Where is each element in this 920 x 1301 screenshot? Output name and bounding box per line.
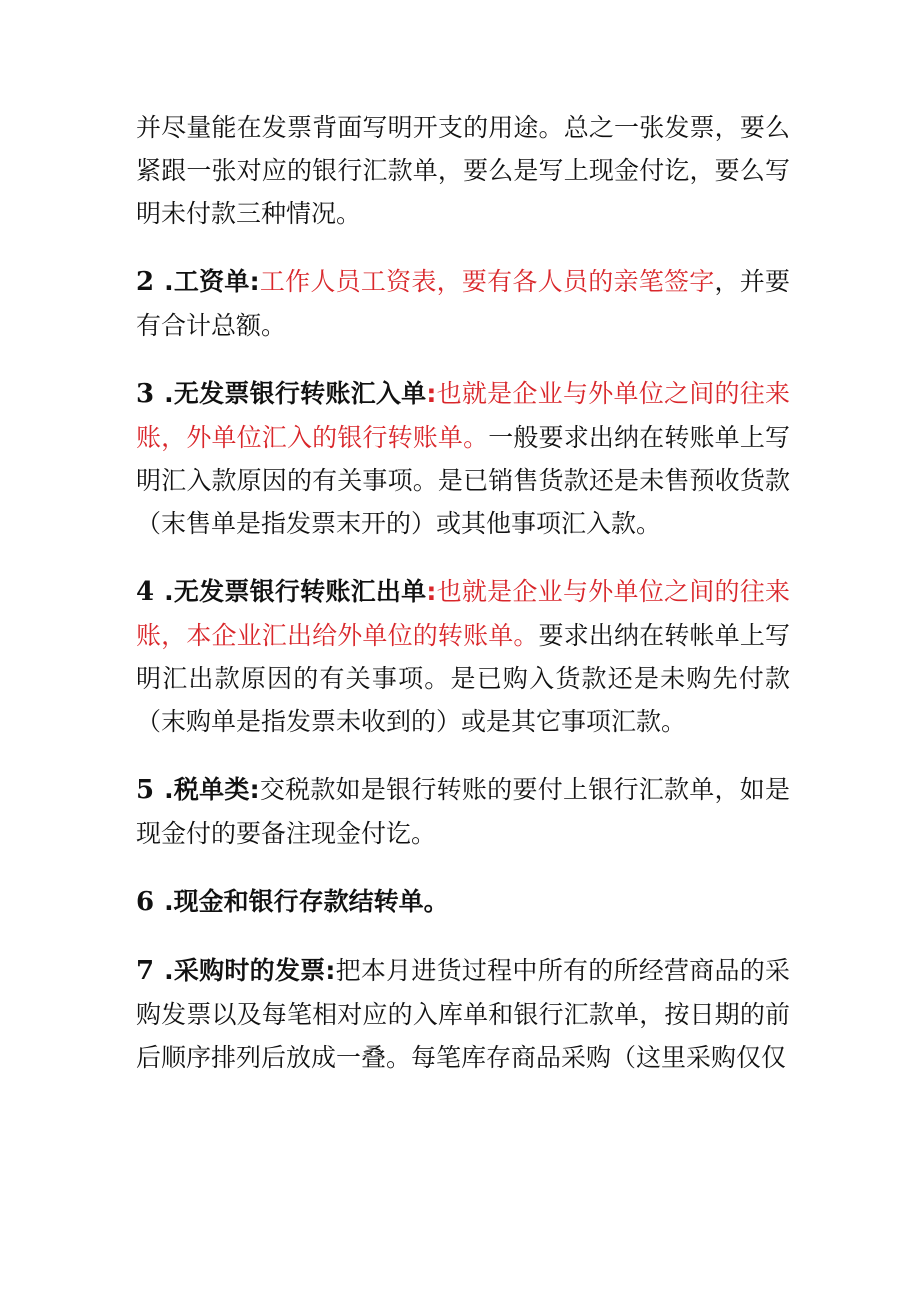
document-body	[136, 106, 790, 1104]
item-body-text: 要求出纳在转帐单上写明汇出款原因的有关事项。是已购入货款还是未购先付款（末购单是指发票未收到的）或是其它事项汇款。	[136, 621, 790, 736]
item-body-text: 一般要求出纳在转账单上写明汇入款原因的有关事项。是已销售货款还是未售预收货款（末售单是指发票末开的）或其他事项汇入款。	[136, 423, 790, 538]
intro-paragraph	[136, 106, 790, 235]
item-number: 6	[136, 887, 155, 917]
item-label: .无发票银行转账汇入单	[164, 379, 427, 408]
item-colon: :	[325, 956, 336, 985]
item-label: .税单类	[164, 775, 250, 804]
item-body-text: 把本月进货过程中所有的所经营商品的采购发票以及每笔相对应的入库单和银行汇款单，按日期的前后顺序排列后放成一叠。每笔库存商品采购（这里采购仅仅	[136, 956, 790, 1072]
item-colon: :	[249, 775, 260, 804]
item-colon: :	[426, 379, 437, 408]
item-number: 4	[136, 577, 155, 607]
item-number: 5	[136, 775, 155, 805]
item-label: .工资单	[164, 267, 250, 296]
intro-text: 并尽量能在发票背面写明开支的用途。总之一张发票，要么紧跟一张对应的银行汇款单，要么是写上现金付讫，要么写明未付款三种情况。	[136, 113, 790, 228]
item-body-text: 交税款如是银行转账的要付上银行汇款单，如是现金付的要备注现金付讫。	[136, 775, 790, 848]
item-colon: :	[426, 577, 437, 606]
item-label: .现金和银行存款结转单。	[164, 887, 449, 916]
item-number: 7	[136, 956, 155, 986]
item-body-text: ，并要有合计总额。	[136, 267, 790, 340]
item-highlight-text: 也就是企业与外单位之间的往来账，本企业汇出给外单位的转账单。	[136, 577, 790, 650]
item-number: 2	[136, 267, 155, 297]
item-5-paragraph	[136, 768, 790, 855]
item-number: 3	[136, 379, 155, 409]
item-6-paragraph	[136, 880, 790, 924]
item-highlight-text: 工作人员工资表，要有各人员的亲笔签字	[259, 267, 715, 296]
item-label: .无发票银行转账汇出单	[164, 577, 427, 606]
item-colon: :	[249, 267, 260, 296]
item-label: .采购时的发票	[164, 956, 326, 985]
item-2-paragraph	[136, 260, 790, 347]
item-4-paragraph	[136, 570, 790, 743]
item-highlight-text: 也就是企业与外单位之间的往来账，外单位汇入的银行转账单。	[136, 379, 790, 452]
item-3-paragraph	[136, 372, 790, 545]
item-7-paragraph	[136, 949, 790, 1079]
